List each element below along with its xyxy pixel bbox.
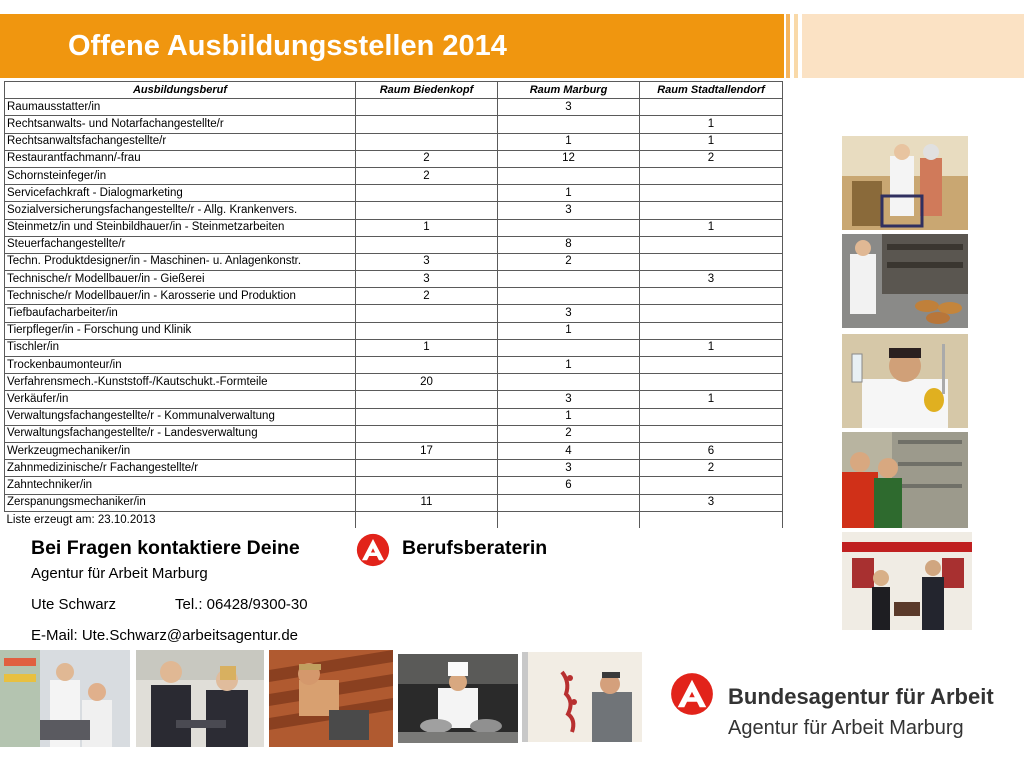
cell-stadtallendorf: 3 xyxy=(640,271,783,288)
cell-biedenkopf: 3 xyxy=(356,271,498,288)
table-row xyxy=(5,185,783,202)
cell-occupation: Schornsteinfeger/in xyxy=(5,167,356,184)
column-header-biedenkopf: Raum Biedenkopf xyxy=(356,82,498,99)
cell-marburg xyxy=(498,339,640,356)
cell-marburg: 6 xyxy=(498,477,640,494)
cell-stadtallendorf xyxy=(640,374,783,391)
cell-stadtallendorf: 2 xyxy=(640,150,783,167)
office-name: Agentur für Arbeit Marburg xyxy=(728,717,964,739)
table-row xyxy=(5,477,783,494)
table-row xyxy=(5,494,783,511)
cell-marburg xyxy=(498,219,640,236)
cell-empty xyxy=(356,511,498,528)
cell-biedenkopf: 2 xyxy=(356,150,498,167)
photo-roofer-icon xyxy=(269,650,393,747)
table-row xyxy=(5,133,783,150)
cell-biedenkopf xyxy=(356,236,498,253)
table-row xyxy=(5,288,783,305)
contact-email[interactable]: E-Mail: Ute.Schwarz@arbeitsagentur.de xyxy=(31,627,299,644)
cell-occupation: Zahnmedizinische/r Fachangestellte/r xyxy=(5,460,356,477)
cell-biedenkopf xyxy=(356,202,498,219)
photo-sales-icon xyxy=(0,650,130,747)
cell-marburg xyxy=(498,374,640,391)
cell-stadtallendorf xyxy=(640,408,783,425)
cell-biedenkopf: 17 xyxy=(356,442,498,459)
cell-occupation: Steuerfachangestellte/r xyxy=(5,236,356,253)
cell-marburg: 3 xyxy=(498,391,640,408)
photo-office-icon xyxy=(136,650,264,747)
cell-biedenkopf xyxy=(356,116,498,133)
cell-stadtallendorf: 3 xyxy=(640,494,783,511)
cell-occupation: Trockenbaumonteur/in xyxy=(5,357,356,374)
cell-marburg xyxy=(498,494,640,511)
cell-occupation: Servicefachkraft - Dialogmarketing xyxy=(5,185,356,202)
cell-occupation: Verfahrensmech.-Kunststoff-/Kautschukt.-Formteile xyxy=(5,374,356,391)
cell-occupation: Rechtsanwaltsfachangestellte/r xyxy=(5,133,356,150)
header-separator xyxy=(786,14,790,78)
photo-chef-icon xyxy=(398,654,518,743)
cell-biedenkopf xyxy=(356,425,498,442)
cell-empty xyxy=(498,511,640,528)
photo-electrician-icon xyxy=(842,432,968,528)
cell-occupation: Werkzeugmechaniker/in xyxy=(5,442,356,459)
cell-stadtallendorf xyxy=(640,357,783,374)
table-row xyxy=(5,460,783,477)
cell-biedenkopf: 11 xyxy=(356,494,498,511)
cell-stadtallendorf: 1 xyxy=(640,116,783,133)
cell-occupation: Technische/r Modellbauer/in - Gießerei xyxy=(5,271,356,288)
cell-marburg: 3 xyxy=(498,460,640,477)
cell-stadtallendorf xyxy=(640,253,783,270)
cell-occupation: Technische/r Modellbauer/in - Karosserie und Produktion xyxy=(5,288,356,305)
apprenticeship-table xyxy=(4,81,783,528)
table-row xyxy=(5,339,783,356)
ba-logo-icon xyxy=(356,533,390,567)
cell-biedenkopf: 1 xyxy=(356,339,498,356)
table-header-row xyxy=(5,82,783,99)
table-row xyxy=(5,271,783,288)
cell-occupation: Tischler/in xyxy=(5,339,356,356)
table-row xyxy=(5,425,783,442)
cell-occupation: Verkäufer/in xyxy=(5,391,356,408)
cell-marburg: 12 xyxy=(498,150,640,167)
cell-stadtallendorf: 1 xyxy=(640,133,783,150)
cell-biedenkopf xyxy=(356,133,498,150)
contact-phone: Tel.: 06428/9300-30 xyxy=(175,596,308,613)
table-row xyxy=(5,322,783,339)
cell-occupation: Rechtsanwalts- und Notarfachangestellte/r xyxy=(5,116,356,133)
cell-biedenkopf: 3 xyxy=(356,253,498,270)
cell-biedenkopf xyxy=(356,357,498,374)
cell-occupation: Steinmetz/in und Steinbildhauer/in - Steinmetzarbeiten xyxy=(5,219,356,236)
cell-occupation: Tierpfleger/in - Forschung und Klinik xyxy=(5,322,356,339)
cell-marburg: 3 xyxy=(498,99,640,116)
cell-biedenkopf xyxy=(356,305,498,322)
table-row xyxy=(5,305,783,322)
header-side-panel xyxy=(802,14,1024,78)
cell-marburg xyxy=(498,116,640,133)
cell-occupation: Sozialversicherungsfachangestellte/r - Allg. Krankenvers. xyxy=(5,202,356,219)
table-row xyxy=(5,391,783,408)
contact-agency: Agentur für Arbeit Marburg xyxy=(31,565,208,582)
cell-stadtallendorf xyxy=(640,202,783,219)
cell-biedenkopf: 20 xyxy=(356,374,498,391)
cell-biedenkopf xyxy=(356,408,498,425)
cell-biedenkopf: 2 xyxy=(356,288,498,305)
cell-occupation: Tiefbaufacharbeiter/in xyxy=(5,305,356,322)
cell-occupation: Verwaltungsfachangestellte/r - Landesverwaltung xyxy=(5,425,356,442)
table-row xyxy=(5,374,783,391)
contact-heading-role: Berufsberaterin xyxy=(402,537,548,559)
cell-marburg: 2 xyxy=(498,253,640,270)
cell-marburg: 1 xyxy=(498,322,640,339)
cell-stadtallendorf: 1 xyxy=(640,391,783,408)
cell-marburg xyxy=(498,288,640,305)
table-row xyxy=(5,167,783,184)
cell-marburg: 1 xyxy=(498,133,640,150)
table-row xyxy=(5,442,783,459)
cell-biedenkopf xyxy=(356,322,498,339)
cell-stadtallendorf: 1 xyxy=(640,219,783,236)
cell-biedenkopf xyxy=(356,99,498,116)
table-row xyxy=(5,202,783,219)
cell-stadtallendorf: 2 xyxy=(640,460,783,477)
table-row xyxy=(5,253,783,270)
cell-stadtallendorf: 6 xyxy=(640,442,783,459)
cell-stadtallendorf xyxy=(640,167,783,184)
photo-bakery-icon xyxy=(842,234,968,328)
organization-name: Bundesagentur für Arbeit xyxy=(728,684,994,709)
photo-painter-icon xyxy=(522,652,642,742)
cell-marburg: 1 xyxy=(498,408,640,425)
table-row xyxy=(5,357,783,374)
cell-marburg: 2 xyxy=(498,425,640,442)
photo-restaurant-icon xyxy=(842,532,972,630)
cell-marburg xyxy=(498,167,640,184)
cell-marburg xyxy=(498,271,640,288)
photo-nursing-icon xyxy=(842,136,968,230)
cell-stadtallendorf xyxy=(640,99,783,116)
cell-marburg: 1 xyxy=(498,185,640,202)
cell-occupation: Restaurantfachmann/-frau xyxy=(5,150,356,167)
page-title: Offene Ausbildungsstellen 2014 xyxy=(68,30,507,62)
table-row xyxy=(5,99,783,116)
cell-empty xyxy=(640,511,783,528)
cell-biedenkopf xyxy=(356,477,498,494)
cell-marburg: 4 xyxy=(498,442,640,459)
cell-stadtallendorf xyxy=(640,322,783,339)
list-created-note: Liste erzeugt am: 23.10.2013 xyxy=(5,511,356,528)
ba-logo-icon xyxy=(670,672,714,716)
cell-stadtallendorf xyxy=(640,305,783,322)
cell-stadtallendorf xyxy=(640,425,783,442)
table-footer-row xyxy=(5,511,783,528)
cell-stadtallendorf xyxy=(640,288,783,305)
cell-stadtallendorf: 1 xyxy=(640,339,783,356)
cell-occupation: Zahntechniker/in xyxy=(5,477,356,494)
cell-biedenkopf: 1 xyxy=(356,219,498,236)
cell-occupation: Techn. Produktdesigner/in - Maschinen- u. Anlagenkonstr. xyxy=(5,253,356,270)
column-header-stadtallendorf: Raum Stadtallendorf xyxy=(640,82,783,99)
column-header-marburg: Raum Marburg xyxy=(498,82,640,99)
cell-biedenkopf xyxy=(356,391,498,408)
column-header-occupation: Ausbildungsberuf xyxy=(5,82,356,99)
cell-biedenkopf: 2 xyxy=(356,167,498,184)
cell-marburg: 8 xyxy=(498,236,640,253)
cell-occupation: Zerspanungsmechaniker/in xyxy=(5,494,356,511)
table-row xyxy=(5,116,783,133)
cell-biedenkopf xyxy=(356,460,498,477)
cell-marburg: 1 xyxy=(498,357,640,374)
cell-occupation: Verwaltungsfachangestellte/r - Kommunalverwaltung xyxy=(5,408,356,425)
contact-name: Ute Schwarz xyxy=(31,596,117,613)
table-row xyxy=(5,150,783,167)
cell-stadtallendorf xyxy=(640,477,783,494)
cell-stadtallendorf xyxy=(640,236,783,253)
header-separator xyxy=(794,14,798,78)
cell-stadtallendorf xyxy=(640,185,783,202)
contact-heading: Bei Fragen kontaktiere Deine xyxy=(31,537,300,559)
table-row xyxy=(5,219,783,236)
photo-laboratory-icon xyxy=(842,334,968,428)
cell-marburg: 3 xyxy=(498,305,640,322)
table-row xyxy=(5,236,783,253)
cell-biedenkopf xyxy=(356,185,498,202)
table-row xyxy=(5,408,783,425)
cell-marburg: 3 xyxy=(498,202,640,219)
cell-occupation: Raumausstatter/in xyxy=(5,99,356,116)
